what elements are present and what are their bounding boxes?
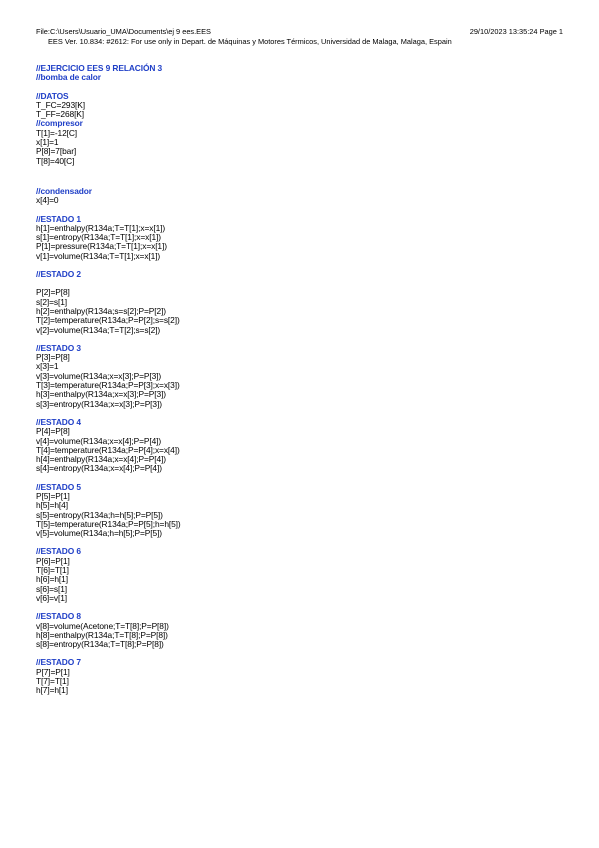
equation-line: x[4]=0	[36, 195, 59, 206]
line-spacer	[36, 538, 566, 547]
comment-line: //ESTADO 7	[36, 657, 81, 668]
line-spacer	[36, 166, 566, 187]
line-spacer	[36, 206, 566, 215]
equation-line: s[5]=entropy(R134a;h=h[5];P=P[5])	[36, 509, 163, 520]
equation-line: T[7]=T[1]	[36, 676, 69, 687]
equation-line: s[1]=entropy(R134a;T=T[1];x=x[1])	[36, 232, 161, 243]
equation-line: h[4]=enthalpy(R134a;x=x[4];P=P[4])	[36, 454, 166, 465]
equation-line: P[5]=P[1]	[36, 490, 70, 501]
equation-line: s[4]=entropy(R134a;x=x[4];P=P[4])	[36, 463, 162, 474]
equation-line: T[4]=temperature(R134a;P=P[4];x=x[4])	[36, 444, 180, 455]
equation-line: P[6]=P[1]	[36, 555, 70, 566]
equation-line: T[1]=-12[C]	[36, 127, 78, 138]
equation-line: h[8]=enthalpy(R134a;T=T[8];P=P[8])	[36, 629, 168, 640]
equation-line: s[2]=s[1]	[36, 296, 67, 307]
equation-line: P[8]=7[bar]	[36, 146, 77, 157]
comment-line: //ESTADO 2	[36, 269, 81, 280]
equation-line: v[4]=volume(R134a;x=x[4];P=P[4])	[36, 435, 162, 446]
equation-line: P[4]=P[8]	[36, 426, 70, 437]
equation-line: v[5]=volume(R134a;h=h[5];P=P[5])	[36, 528, 162, 539]
equation-line: v[8]=volume(Acetone;T=T[8];P=P[8])	[36, 620, 169, 631]
header-date-page: 29/10/2023 13:35:24 Page 1	[469, 27, 563, 36]
comment-line: //DATOS	[36, 90, 69, 101]
line-spacer	[36, 409, 566, 418]
header-version-line: EES Ver. 10.834: #2612: For use only in Depart. de Máquinas y Motores Térmicos, Universidad de Malaga, Malaga, Espain	[48, 37, 452, 46]
comment-line: //ESTADO 6	[36, 546, 81, 557]
comment-line: //ESTADO 4	[36, 416, 81, 427]
equation-line: T[6]=T[1]	[36, 565, 69, 576]
equation-line: h[2]=enthalpy(R134a;s=s[2];P=P[2])	[36, 305, 166, 316]
equation-line: s[8]=entropy(R134a;T=T[8];P=P[8])	[36, 639, 164, 650]
equation-line: T_FC=293[K]	[36, 99, 85, 110]
comment-line: //ESTADO 1	[36, 213, 81, 224]
comment-line: //compresor	[36, 118, 83, 129]
line-spacer	[36, 335, 566, 344]
equation-line: T[8]=40[C]	[36, 155, 75, 166]
comment-line: //bomba de calor	[36, 72, 101, 83]
equation-line: v[6]=v[1]	[36, 592, 67, 603]
equation-line: v[2]=volume(R134a;T=T[2];s=s[2])	[36, 324, 161, 335]
equation-line: P[7]=P[1]	[36, 666, 70, 677]
line-spacer	[36, 603, 566, 612]
equation-line: h[3]=enthalpy(R134a;x=x[3];P=P[3])	[36, 389, 166, 400]
equation-line: P[2]=P[8]	[36, 287, 70, 298]
equation-line: x[1]=1	[36, 137, 59, 148]
comment-line: //EJERCICIO EES 9 RELACIÓN 3	[36, 63, 163, 73]
equation-line: h[1]=enthalpy(R134a;T=T[1];x=x[1])	[36, 222, 166, 233]
line-spacer	[36, 279, 566, 288]
equation-line: h[6]=h[1]	[36, 574, 68, 585]
line-spacer	[36, 649, 566, 658]
equation-line: v[1]=volume(R134a;T=T[1];x=x[1])	[36, 250, 161, 261]
comment-line: //ESTADO 3	[36, 342, 81, 353]
equation-line: s[3]=entropy(R134a;x=x[3];P=P[3])	[36, 398, 162, 409]
line-spacer	[36, 261, 566, 270]
equation-line: h[7]=h[1]	[36, 685, 68, 696]
equation-line: s[6]=s[1]	[36, 583, 67, 594]
equation-line: T[2]=temperature(R134a;P=P[2];s=s[2])	[36, 315, 180, 326]
comment-line: //ESTADO 5	[36, 481, 81, 492]
equation-line: x[3]=1	[36, 361, 59, 372]
equation-line: T[5]=temperature(R134a;P=P[5];h=h[5])	[36, 518, 181, 529]
header-file-path: File:C:\Users\Usuario_UMA\Documents\ej 9 ees.EES	[36, 27, 211, 36]
comment-line: //condensador	[36, 185, 92, 196]
equations-listing	[36, 64, 566, 696]
equation-line: T[3]=temperature(R134a;P=P[3];x=x[3])	[36, 380, 180, 391]
equation-line: P[1]=pressure(R134a;T=T[1];x=x[1])	[36, 241, 167, 252]
equation-line: T_FF=268[K]	[36, 109, 85, 120]
equation-line: v[3]=volume(R134a;x=x[3];P=P[3])	[36, 370, 162, 381]
line-spacer	[36, 474, 566, 483]
comment-line: //ESTADO 8	[36, 611, 81, 622]
line-spacer	[36, 83, 566, 92]
equation-line: h[5]=h[4]	[36, 500, 68, 511]
equation-line: P[3]=P[8]	[36, 352, 70, 363]
